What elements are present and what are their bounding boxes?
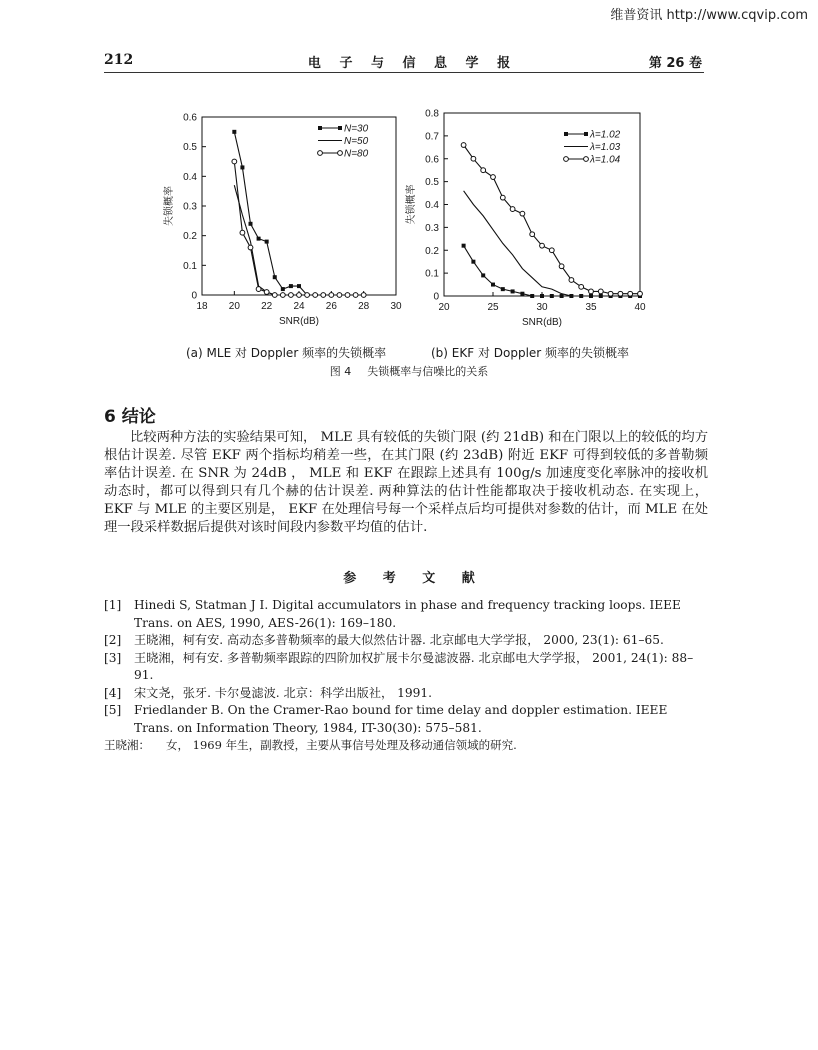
volume-label: 第 26 卷 <box>648 56 702 71</box>
data-point <box>264 290 269 295</box>
caption-a: (a) MLE 对 Doppler 频率的失锁概率 <box>186 346 387 360</box>
legend-label: N=50 <box>344 136 369 147</box>
legend-marker <box>338 151 343 156</box>
x-tick-label: 20 <box>438 302 450 313</box>
data-point <box>550 294 554 298</box>
data-point <box>511 289 515 293</box>
header-rule <box>104 72 704 73</box>
x-tick-label: 22 <box>261 301 273 312</box>
chart-mle <box>150 108 410 338</box>
data-point <box>579 284 584 289</box>
data-point <box>329 293 334 298</box>
x-tick-label: 35 <box>585 302 597 313</box>
x-tick-label: 24 <box>293 301 305 312</box>
data-point <box>481 168 486 173</box>
data-point <box>569 278 574 283</box>
data-point <box>500 195 505 200</box>
reference-text: Hinedi S, Statman J I. Digital accumulators in phase and frequency tracking loops. IEEE Trans. on AES, 1990, AES-26(1): 169–180. <box>134 598 681 630</box>
reference-item <box>104 650 708 685</box>
legend-marker <box>318 151 323 156</box>
legend-marker <box>318 126 322 130</box>
legend-label: N=80 <box>344 148 369 160</box>
data-point <box>305 293 310 298</box>
legend-label: λ=1.02 <box>590 129 621 141</box>
data-point <box>510 207 515 212</box>
legend-label: λ=1.03 <box>590 142 621 153</box>
series-line <box>464 246 640 296</box>
reference-item <box>104 685 708 703</box>
x-tick-label: 18 <box>196 301 208 312</box>
figure-number: 图 4 <box>329 365 352 378</box>
data-point <box>280 293 285 298</box>
data-point <box>345 293 350 298</box>
reference-item <box>104 632 708 650</box>
data-point <box>265 240 269 244</box>
reference-number: [1] <box>104 598 122 612</box>
data-point <box>361 293 366 298</box>
y-tick-label: 0.4 <box>183 171 197 183</box>
watermark: 维普资讯 http://www.cqvip.com <box>610 8 808 23</box>
x-tick-label: 40 <box>634 302 646 313</box>
y-tick-label: 0.5 <box>183 142 197 154</box>
y-tick-label: 0.2 <box>425 245 439 257</box>
data-point <box>256 287 261 292</box>
reference-text: 宋文尧，张牙. 卡尔曼滤波. 北京：科学出版社， 1991. <box>134 685 433 700</box>
page-number: 212 <box>104 52 134 68</box>
author-bio-text: 女， 1969 年生，副教授，主要从事信号处理及移动通信领域的研究. <box>166 738 517 752</box>
data-point <box>598 289 603 294</box>
figure-caption: 失锁概率与信噪比的关系 <box>367 365 489 378</box>
x-tick-label: 26 <box>325 301 337 312</box>
x-tick-label: 28 <box>358 301 370 312</box>
data-point <box>481 273 485 277</box>
y-tick-label: 0.6 <box>183 112 197 124</box>
reference-number: [4] <box>104 685 122 700</box>
data-point <box>272 293 277 298</box>
y-tick-label: 0.7 <box>425 131 439 143</box>
series-line <box>464 145 640 294</box>
data-point <box>618 291 623 296</box>
data-point <box>501 287 505 291</box>
y-tick-label: 0.4 <box>425 200 439 211</box>
x-tick-label: 30 <box>536 302 548 313</box>
y-tick-label: 0.5 <box>425 177 439 189</box>
reference-list <box>104 597 708 737</box>
data-point <box>540 294 544 298</box>
series <box>461 143 642 296</box>
author-bio <box>104 737 517 753</box>
legend-marker <box>584 157 589 162</box>
y-tick-label: 0.8 <box>425 108 439 120</box>
data-point <box>560 294 564 298</box>
legend-label: N=30 <box>344 123 369 135</box>
x-axis-label: SNR(dB) <box>278 316 320 327</box>
legend-marker <box>338 126 342 130</box>
x-tick-label: 20 <box>228 301 240 312</box>
legend-marker <box>564 132 568 136</box>
data-point <box>313 293 318 298</box>
data-point <box>462 244 466 248</box>
data-point <box>589 289 594 294</box>
y-tick-label: 0 <box>191 290 197 302</box>
data-point <box>520 292 524 296</box>
data-point <box>249 222 253 226</box>
data-point <box>549 248 554 253</box>
conclusion-body <box>104 429 708 537</box>
y-tick-label: 0.3 <box>183 201 197 213</box>
data-point <box>232 159 237 164</box>
data-point <box>471 260 475 264</box>
data-point <box>520 211 525 216</box>
data-point <box>530 294 534 298</box>
data-point <box>248 245 253 250</box>
reference-item <box>104 597 708 632</box>
legend-marker <box>584 132 588 136</box>
data-point <box>540 243 545 248</box>
data-point <box>289 284 293 288</box>
data-point <box>559 264 564 269</box>
data-point <box>599 294 603 298</box>
data-point <box>273 275 277 279</box>
caption-b: (b) EKF 对 Doppler 频率的失锁概率 <box>431 346 630 360</box>
x-tick-label: 25 <box>487 302 499 313</box>
data-point <box>491 175 496 180</box>
legend-marker <box>564 157 569 162</box>
data-point <box>530 232 535 237</box>
reference-number: [5] <box>104 703 122 717</box>
figure-title <box>0 363 818 379</box>
data-point <box>353 293 358 298</box>
y-axis-label: 失锁概率 <box>406 184 417 225</box>
reference-item <box>104 702 708 737</box>
data-point <box>321 293 326 298</box>
y-tick-label: 0.6 <box>425 154 439 166</box>
reference-text: 王晓湘，柯有安. 多普勒频率跟踪的四阶加权扩展卡尔曼滤波器. 北京邮电大学学报， 2001, 24(1): 88–91. <box>134 650 694 682</box>
section-title: 6 结论 <box>104 407 156 427</box>
author-name: 王晓湘： <box>104 738 150 752</box>
data-point <box>281 287 285 291</box>
data-point <box>461 143 466 148</box>
reference-text: Friedlander B. On the Cramer-Rao bound for time delay and doppler estimation. IEEE Trans. on Information Theory, 1984, IT-30(30): 575–581. <box>134 703 668 735</box>
data-point <box>471 156 476 161</box>
chart-ekf <box>396 104 658 338</box>
y-tick-label: 0.3 <box>425 222 439 234</box>
journal-title: 电 子 与 信 息 学 报 <box>307 56 511 71</box>
legend-label: λ=1.04 <box>590 154 621 166</box>
data-point <box>257 237 261 241</box>
y-tick-label: 0 <box>433 291 439 303</box>
x-tick-label: 30 <box>390 301 402 312</box>
y-tick-label: 0.1 <box>183 260 197 272</box>
references-heading: 参 考 文 献 <box>343 571 475 586</box>
reference-number: [3] <box>104 650 122 665</box>
conclusion-paragraph: 比较两种方法的实验结果可知， MLE 具有较低的失锁门限 (约 21dB) 和在门限以上的较低的均方根估计误差. 尽管 EKF 两个指标均稍差一些，在其门限 (约 23dB) 附近 EKF 可得到较低的多普勒频率估计误差. 在 SNR 为 24dB ， MLE 和 EKF 在跟踪上述具有 100g/s 加速度变化率脉冲的接收机动态时，都可以得到只有几个赫的估计误差. 两种算法的估计性能都取决于接收机动态. 在实现上， EKF 与 MLE 的主要区别是， EKF 在处理信号每一个采样点后均可提供对参数的估计，而 MLE 在处理一段采样数据后提供对该时间段内参数平均值的估计. <box>104 430 708 535</box>
series <box>232 159 366 297</box>
data-point <box>289 293 294 298</box>
data-point <box>628 291 633 296</box>
data-point <box>240 165 244 169</box>
data-point <box>337 293 342 298</box>
data-point <box>608 291 613 296</box>
reference-number: [2] <box>104 633 122 647</box>
y-tick-label: 0.1 <box>425 268 439 280</box>
data-point <box>638 291 643 296</box>
data-point <box>297 293 302 298</box>
y-tick-label: 0.2 <box>183 231 197 243</box>
y-axis-label: 失锁概率 <box>164 186 175 226</box>
reference-text: 王晓湘，柯有安. 高动态多普勒频率的最大似然估计器. 北京邮电大学学报， 2000, 23(1): 61–65. <box>134 633 664 647</box>
data-point <box>297 284 301 288</box>
x-axis-label: SNR(dB) <box>521 317 563 328</box>
series-line <box>234 162 363 296</box>
data-point <box>491 283 495 287</box>
data-point <box>232 130 236 134</box>
data-point <box>240 230 245 235</box>
